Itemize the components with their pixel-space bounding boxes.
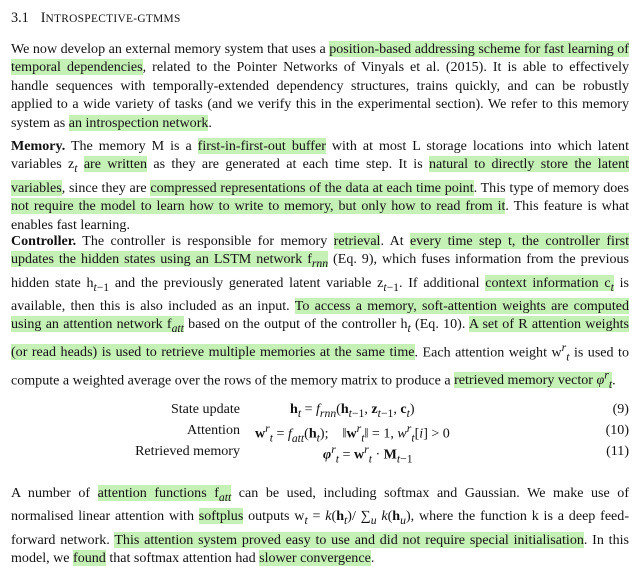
text-run: and the previously generated latent variable z	[109, 274, 384, 291]
highlight: found	[73, 549, 106, 566]
text-run: A number of	[11, 485, 98, 501]
text-run: is available, then this is also included as an input.	[11, 274, 629, 314]
equation-row	[11, 443, 629, 464]
highlight: attention functions $f_{att}$	[97, 485, 232, 504]
text-run: as they are generated at each time step. It is	[147, 156, 429, 173]
equation-label: State update	[170, 401, 240, 417]
highlight: A set of R attention weights (or read heads) is used to retrieve multiple memories at the same time	[11, 316, 629, 361]
highlight: This attention system proved easy to use and did not require special initialisation	[114, 531, 584, 548]
highlight: not require the model to learn how to write to memory, but only how to read from it	[11, 198, 506, 215]
equation-body: $h_t = f_{rnn}(h_{t-1}$, $z_{t-1}$, $c_t$)	[290, 401, 415, 420]
highlight: position-based addressing scheme for fast learning of temporal dependencies	[11, 41, 629, 76]
equation-body: $w^r_t = f_{att}(h_t)$; $‖w^r_t‖ = 1$, $w^r_t[i] > 0$	[255, 422, 450, 445]
highlight: are written	[83, 156, 148, 173]
text-run: . If additional	[399, 274, 486, 291]
text-run: We now develop an external memory system that uses a	[11, 41, 330, 57]
text-run: outputs w	[243, 508, 305, 525]
highlight: To access a memory, soft-attention weights are computed using an attention network $f_{att}$	[11, 297, 629, 336]
text-run: that softmax attention had	[105, 549, 260, 566]
section-heading	[11, 10, 181, 27]
text-run: . This feature is what enables fast learning.	[11, 198, 629, 233]
text-run: can be used, including softmax and Gaussian. We make use of normalised linear attention with	[11, 485, 629, 525]
text-run: (Eq. 9), which fuses information from the previous hidden state h	[11, 251, 629, 291]
equation-block	[11, 401, 629, 464]
highlight: first-in-first-out buffer	[197, 138, 326, 154]
highlight: retrieved memory vector $\varphi^r_t$	[454, 368, 613, 392]
text-run: with at most L storage locations into which latent variables z	[11, 138, 629, 173]
text-run: . At	[380, 233, 411, 249]
highlight: slower convergence	[259, 549, 371, 566]
text-run: based on the output of the controller h	[183, 316, 408, 333]
equation-number: (9)	[612, 401, 629, 417]
section-number: 3.1	[11, 10, 29, 26]
text-run: . In this model, we	[11, 531, 629, 566]
paragraph-lead: Memory.	[11, 138, 66, 154]
equation-row	[11, 401, 629, 422]
highlight: natural to directly store the latent variables	[11, 156, 630, 196]
text-run: , related to the Pointer Networks of Vinyals et al. (2015). It is able to effectively handle sequences with temporally-extended dependency structures, trains quickly, and can be robustly applied to a wide variety of tasks (and we verify this in the experimental section). We refer to this memory system as	[11, 59, 629, 131]
paragraph-functions: A number of attention functions $f_{att}$ can be used, including softmax and Gaussian. We make use of normalised linear attention with softplus outputs $w_t = k(h_t)/$ $\sum_u$ $k(h_u)$, where the function k is a deep feed-forward network. This attention system proved easy to use and did not require special initialisation. In this model, we found that softmax attention had slower convergence.	[11, 485, 629, 566]
text-run: , since they are	[61, 179, 151, 196]
text-run: , where the function k is a deep feed-forward network.	[11, 508, 629, 548]
text-run: . This type of memory does	[473, 179, 629, 196]
highlight: compressed representations of the data at each time point	[150, 179, 474, 196]
text-run: The memory M is a	[65, 138, 198, 154]
equation-body: $\varphi^r_t = w^r_t \cdot M_{t-1}$	[323, 443, 413, 466]
highlight: every time step t, the controller first updates the hidden states using an LSTM network $f_{rnn}$	[11, 233, 630, 271]
highlight: an introspection network	[68, 114, 209, 131]
section-title-initial: I	[40, 10, 46, 26]
text-run: (Eq. 10).	[410, 316, 469, 333]
equation-number: (10)	[605, 422, 629, 438]
section-title-rest: NTROSPECTIVE-GTMMS	[45, 13, 181, 25]
highlight: retrieval	[333, 233, 381, 249]
text-run: .	[370, 549, 375, 566]
equation-number: (11)	[606, 443, 629, 459]
paragraph-intro	[11, 40, 629, 132]
text-run: is used to compute a weighted average over the rows of the memory matrix to produce a	[11, 344, 629, 389]
paragraph-lead: Controller.	[11, 233, 77, 249]
paragraph-memory: Memory. The memory M is a first-in-first-out buffer with at most L storage locations into which latent variables $z_t$ are written as they are generated at each time step. It is natural to directly store the latent variables, since they are compressed representations of the data at each time point. This type of memory does not require the model to learn how to write to memory, but only how to read from it. This feature is what enables fast learning.	[11, 138, 630, 233]
equation-label: Attention	[186, 422, 240, 438]
text-run: .	[208, 114, 212, 131]
text-run: . Each attention weight w	[414, 344, 562, 361]
equation-row	[11, 422, 629, 443]
highlight: context information $c_t$	[485, 274, 614, 294]
equation-label: Retrieved memory	[135, 443, 240, 459]
paragraph-controller: Controller. The controller is responsible for memory retrieval. At every time step t, the controller first updates the hidden states using an LSTM network $f_{rnn}$ (Eq. 9), which fuses information from the previous hidden state $h_{t-1}$ and the previously generated latent variable $z_{t-1}$. If additional context information $c_t$ is available, then this is also included as an input. To access a memory, soft-attention weights are computed using an attention network $f_{att}$ based on the output of the controller $h_t$ (Eq. 10). A set of R attention weights (or read heads) is used to retrieve multiple memories at the same time. Each attention weight $w^r_t$ is used to compute a weighted average over the rows of the memory matrix to produce a retrieved memory vector $\varphi^r_t$.	[11, 233, 630, 392]
text-run: The controller is responsible for memory	[76, 233, 334, 249]
highlight: softplus	[198, 508, 244, 525]
